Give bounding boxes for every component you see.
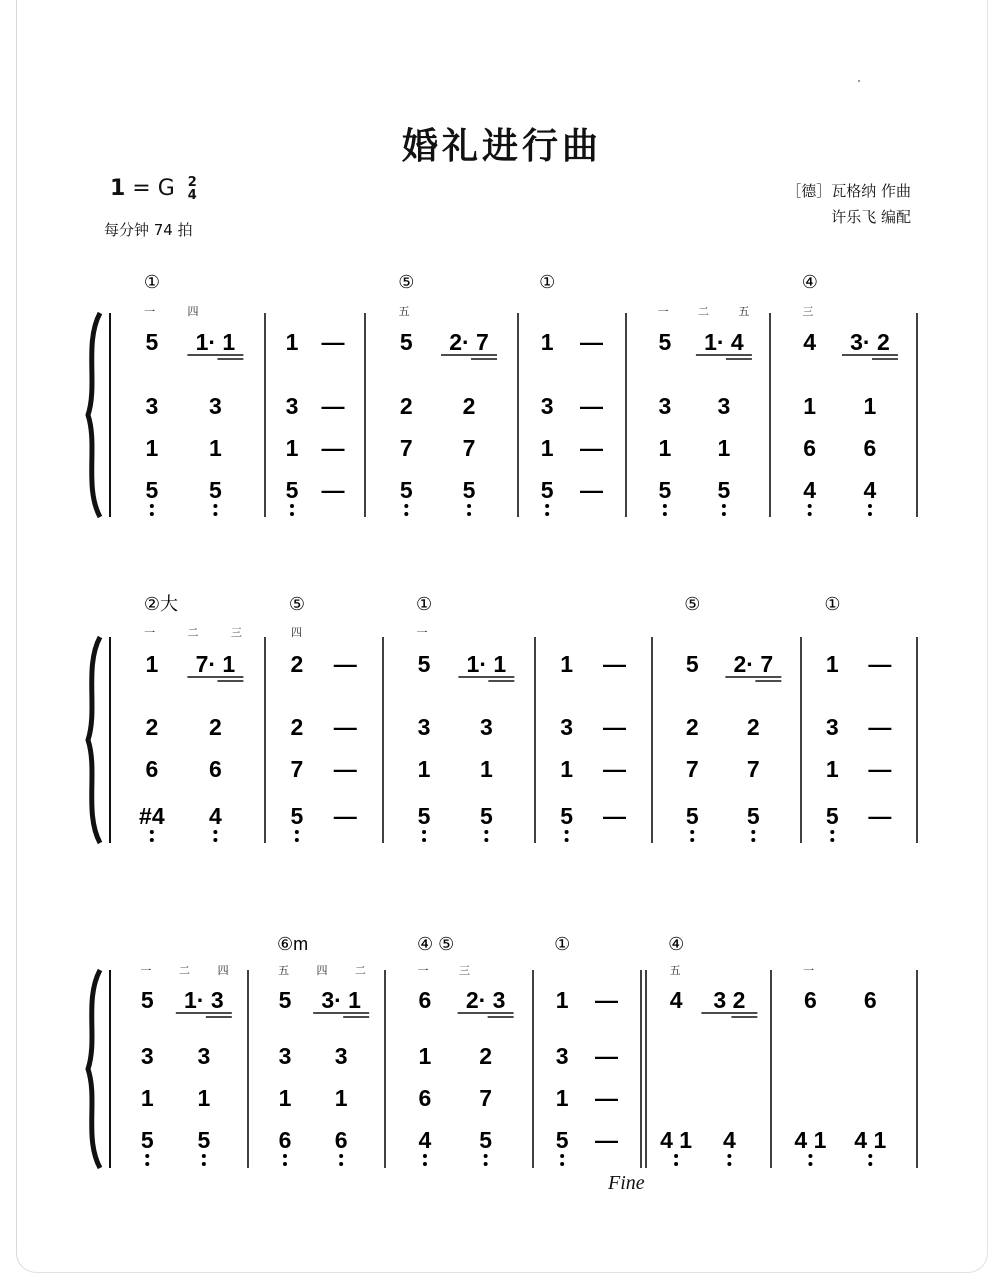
harmony-note: — [603, 803, 627, 829]
low-octave-dot [545, 504, 549, 508]
harmony-note: 4 [723, 1127, 736, 1153]
low-octave-dot [560, 1154, 564, 1158]
fingering-mark: 二 [698, 306, 709, 318]
low-octave-dot [422, 830, 426, 834]
fingering-mark: 一 [803, 965, 815, 977]
low-octave-dot [808, 504, 812, 508]
melody-note: — [321, 329, 345, 355]
harmony-note: 3 [278, 1043, 292, 1069]
melody-note: — [603, 651, 627, 677]
low-octave-dot [690, 830, 694, 834]
harmony-note: 7 [290, 756, 304, 782]
harmony-note: 1 [285, 435, 299, 461]
melody-note: 5 [658, 329, 672, 355]
fingering-mark: 一 [657, 306, 669, 318]
melody-note: 4 [803, 329, 817, 355]
melody-note: 5 [140, 987, 154, 1013]
harmony-note: 6 [278, 1127, 292, 1153]
harmony-note: 2 [685, 714, 699, 740]
harmony-note: 5 [479, 803, 493, 829]
low-octave-dot [150, 838, 154, 842]
harmony-note: — [868, 756, 892, 782]
harmony-note: 4 [803, 477, 817, 503]
system-brace [88, 313, 100, 517]
chord-circle-label: ⑤ [398, 272, 415, 292]
low-octave-dot [868, 1162, 872, 1166]
low-octave-dot [663, 512, 667, 516]
fingering-mark: 二 [179, 965, 190, 977]
time-denominator: 4 [187, 188, 197, 203]
fingering-mark: 三 [802, 306, 814, 318]
harmony-note: — [603, 756, 627, 782]
harmony-note: 6 [863, 435, 877, 461]
melody-note: — [333, 651, 357, 677]
fingering-mark: 一 [144, 306, 156, 318]
harmony-note: 5 [399, 477, 413, 503]
harmony-note: 5 [540, 477, 554, 503]
harmony-note: 3 [209, 393, 222, 419]
fingering-mark: 一 [417, 965, 429, 977]
harmony-note: — [321, 435, 345, 461]
harmony-note: 1 [658, 435, 672, 461]
harmony-note: 6 [209, 756, 222, 782]
harmony-note: 1 [863, 393, 877, 419]
melody-note: 6 [863, 987, 877, 1013]
harmony-note: 5 [290, 803, 304, 829]
harmony-note: 3 [285, 393, 299, 419]
harmony-note: 6 [803, 435, 817, 461]
harmony-note: 5 [285, 477, 299, 503]
low-octave-dot [213, 838, 217, 842]
harmony-note: 1 [717, 435, 731, 461]
harmony-note: 4 1 [854, 1127, 887, 1153]
harmony-note: — [603, 714, 627, 740]
fingering-mark: 四 [187, 306, 199, 318]
melody-note: 5 [278, 987, 292, 1013]
harmony-note: 4 1 [794, 1127, 827, 1153]
harmony-note: 7 [479, 1085, 493, 1111]
harmony-note: — [594, 1085, 618, 1111]
low-octave-dot [202, 1154, 206, 1158]
harmony-note: 1 [418, 1043, 432, 1069]
chord-circle-label: ① [539, 272, 556, 292]
harmony-note: 2 [479, 1043, 493, 1069]
low-octave-dot [808, 1154, 812, 1158]
harmony-note: 3 [658, 393, 672, 419]
harmony-note: 1 [555, 1085, 569, 1111]
fine-marking: Fine [608, 1172, 645, 1194]
melody-note: 1 [555, 987, 569, 1013]
harmony-note: 7 [399, 435, 413, 461]
harmony-note: — [333, 714, 357, 740]
harmony-note: 3 [197, 1043, 211, 1069]
melody-note: 1 [285, 329, 299, 355]
low-octave-dot [290, 504, 294, 508]
chord-circle-label: ④ [668, 934, 685, 954]
harmony-note: 5 [417, 803, 431, 829]
fingering-mark: 四 [217, 965, 229, 977]
harmony-note: 7 [746, 756, 760, 782]
melody-note: 2· 7 [449, 329, 489, 355]
melody-note: 1 [825, 651, 839, 677]
low-octave-dot [467, 504, 471, 508]
harmony-note: 3 [140, 1043, 154, 1069]
low-octave-dot [722, 512, 726, 516]
melody-note: 2· 7 [733, 651, 774, 677]
harmony-note: — [868, 803, 892, 829]
harmony-note: 1 [334, 1085, 348, 1111]
harmony-note: — [579, 393, 603, 419]
harmony-note: 4 [209, 803, 222, 829]
low-octave-dot [423, 1162, 427, 1166]
melody-note: 1· 3 [184, 987, 224, 1013]
harmony-note: — [594, 1127, 618, 1153]
chord-circle-label: ⑤ [288, 594, 306, 614]
harmony-note: 3 [825, 714, 839, 740]
low-octave-dot [565, 838, 569, 842]
chord-circle-label: ① [554, 934, 571, 954]
chord-circle-label: ④ ⑤ [416, 934, 455, 954]
harmony-note: 5 [209, 477, 222, 503]
low-octave-dot [830, 830, 834, 834]
low-octave-dot [213, 830, 217, 834]
harmony-note: — [321, 393, 345, 419]
key-equals: = G [125, 176, 175, 201]
low-octave-dot [145, 1162, 149, 1166]
low-octave-dot [484, 1154, 488, 1158]
harmony-note: — [333, 803, 357, 829]
harmony-note: #4 [139, 803, 165, 829]
harmony-note: 1 [479, 756, 493, 782]
fingering-mark: 四 [290, 627, 302, 639]
low-octave-dot [545, 512, 549, 516]
melody-note: 1 [145, 651, 159, 677]
low-octave-dot [422, 838, 426, 842]
fingering-mark: 二 [187, 627, 199, 639]
harmony-note: 2 [209, 714, 222, 740]
time-numerator: 2 [187, 175, 197, 190]
low-octave-dot [560, 1162, 564, 1166]
harmony-note: 1 [825, 756, 839, 782]
system-brace [88, 637, 100, 843]
melody-note: 3· 1 [321, 987, 361, 1013]
harmony-note: 1 [803, 393, 817, 419]
low-octave-dot [674, 1162, 678, 1166]
system-brace [88, 970, 100, 1168]
low-octave-dot [295, 838, 299, 842]
melody-note: 1· 4 [704, 329, 744, 355]
harmony-note: 1 [197, 1085, 211, 1111]
low-octave-dot [674, 1154, 678, 1158]
melody-note: 4 [669, 987, 683, 1013]
composer-credit: ［德］瓦格纳 作曲 [786, 182, 911, 200]
low-octave-dot [150, 504, 154, 508]
harmony-note: 3 [540, 393, 554, 419]
harmony-note: 3 [145, 393, 159, 419]
low-octave-dot [283, 1154, 287, 1158]
page-title: 婚礼进行曲 [401, 125, 602, 167]
low-octave-dot [751, 830, 755, 834]
melody-note: 1· 1 [466, 651, 507, 677]
chord-circle-label: ① [416, 594, 433, 614]
melody-note: 1 [560, 651, 573, 677]
low-octave-dot [565, 830, 569, 834]
chord-circle-label: ④ [801, 272, 818, 292]
harmony-note: 2 [145, 714, 159, 740]
melody-note: 3 2 [713, 987, 746, 1013]
melody-note: — [579, 329, 603, 355]
harmony-note: 1 [209, 435, 222, 461]
fingering-mark: 一 [144, 627, 156, 639]
harmony-note: 6 [145, 756, 159, 782]
harmony-note: 5 [140, 1127, 154, 1153]
harmony-note: — [579, 435, 603, 461]
chord-circle-label: ① [143, 272, 160, 292]
harmony-note: 2 [290, 714, 304, 740]
harmony-note: 3 [334, 1043, 348, 1069]
harmony-note: 3 [560, 714, 573, 740]
fingering-mark: 二 [354, 965, 366, 977]
harmony-note: 1 [540, 435, 554, 461]
low-octave-dot [339, 1154, 343, 1158]
low-octave-dot [663, 504, 667, 508]
fingering-mark: 四 [316, 965, 328, 977]
chord-circle-label: ⑤ [684, 594, 701, 614]
melody-note: 5 [417, 651, 431, 677]
low-octave-dot [727, 1162, 731, 1166]
low-octave-dot [423, 1154, 427, 1158]
harmony-note: 1 [417, 756, 431, 782]
low-octave-dot [484, 1162, 488, 1166]
melody-note: — [594, 987, 618, 1013]
harmony-note: 5 [479, 1127, 493, 1153]
melody-note: 1· 1 [195, 329, 236, 355]
fingering-mark: 三 [459, 965, 470, 977]
low-octave-dot [722, 504, 726, 508]
melody-note: — [868, 651, 892, 677]
harmony-note: 5 [825, 803, 839, 829]
harmony-note: 4 [863, 477, 877, 503]
harmony-note: 3 [717, 393, 731, 419]
low-octave-dot [150, 512, 154, 516]
tempo-marking: 每分钟 74 拍 [104, 221, 193, 239]
low-octave-dot [690, 838, 694, 842]
harmony-note: 5 [685, 803, 699, 829]
harmony-note: 6 [418, 1085, 432, 1111]
low-octave-dot [213, 512, 217, 516]
harmony-note: — [594, 1043, 618, 1069]
harmony-note: 5 [746, 803, 760, 829]
harmony-note: 5 [560, 803, 573, 829]
harmony-note: 5 [658, 477, 672, 503]
fingering-mark: 一 [140, 965, 152, 977]
harmony-note: — [579, 477, 603, 503]
harmony-note: — [333, 756, 357, 782]
harmony-note: 1 [560, 756, 573, 782]
harmony-note: 2 [746, 714, 760, 740]
melody-note: 5 [399, 329, 413, 355]
melody-note: 3· 2 [850, 329, 890, 355]
harmony-note: 1 [278, 1085, 292, 1111]
harmony-note: 5 [717, 477, 731, 503]
harmony-note: 2 [462, 393, 476, 419]
fingering-mark: 五 [738, 306, 750, 318]
low-octave-dot [830, 838, 834, 842]
low-octave-dot [868, 512, 872, 516]
fingering-mark: 五 [278, 965, 290, 977]
harmony-note: 2 [399, 393, 413, 419]
melody-note: 2 [290, 651, 304, 677]
harmony-note: 5 [145, 477, 159, 503]
harmony-note: 3 [417, 714, 431, 740]
chord-circle-label: ⑥m [276, 934, 309, 954]
harmony-note: 5 [555, 1127, 569, 1153]
melody-note: 5 [685, 651, 699, 677]
melody-note: 7· 1 [195, 651, 236, 677]
harmony-note: 1 [145, 435, 159, 461]
low-octave-dot [145, 1154, 149, 1158]
harmony-note: 7 [685, 756, 699, 782]
harmony-note: 4 [418, 1127, 432, 1153]
melody-note: 2· 3 [465, 987, 506, 1013]
low-octave-dot [868, 1154, 872, 1158]
low-octave-dot [727, 1154, 731, 1158]
low-octave-dot [404, 512, 408, 516]
low-octave-dot [150, 830, 154, 834]
low-octave-dot [868, 504, 872, 508]
low-octave-dot [290, 512, 294, 516]
harmony-note: — [321, 477, 345, 503]
chord-circle-label: ① [824, 594, 841, 614]
low-octave-dot [339, 1162, 343, 1166]
harmony-note: 5 [197, 1127, 211, 1153]
harmony-note: — [868, 714, 892, 740]
harmony-note: 5 [462, 477, 476, 503]
harmony-note: 1 [140, 1085, 154, 1111]
arranger-credit: 许乐飞 编配 [831, 208, 911, 226]
fingering-mark: 三 [230, 627, 242, 639]
fingering-mark: 一 [416, 627, 428, 639]
key-tonic: 1 [110, 176, 126, 201]
low-octave-dot [295, 830, 299, 834]
harmony-note: 3 [479, 714, 493, 740]
harmony-note: 6 [334, 1127, 348, 1153]
melody-note: 6 [804, 987, 817, 1013]
low-octave-dot [484, 830, 488, 834]
chord-circle-label: ②大 [143, 594, 178, 614]
fingering-mark: 五 [398, 306, 410, 318]
low-octave-dot [808, 1162, 812, 1166]
melody-note: 5 [145, 329, 159, 355]
melody-note: 6 [418, 987, 432, 1013]
harmony-note: 3 [555, 1043, 569, 1069]
low-octave-dot [404, 504, 408, 508]
fingering-mark: 五 [669, 965, 681, 977]
low-octave-dot [467, 512, 471, 516]
low-octave-dot [751, 838, 755, 842]
harmony-note: 7 [462, 435, 476, 461]
low-octave-dot [213, 504, 217, 508]
harmony-note: 4 1 [660, 1127, 693, 1153]
low-octave-dot [484, 838, 488, 842]
low-octave-dot [283, 1162, 287, 1166]
low-octave-dot [202, 1162, 206, 1166]
low-octave-dot [808, 512, 812, 516]
melody-note: 1 [540, 329, 554, 355]
